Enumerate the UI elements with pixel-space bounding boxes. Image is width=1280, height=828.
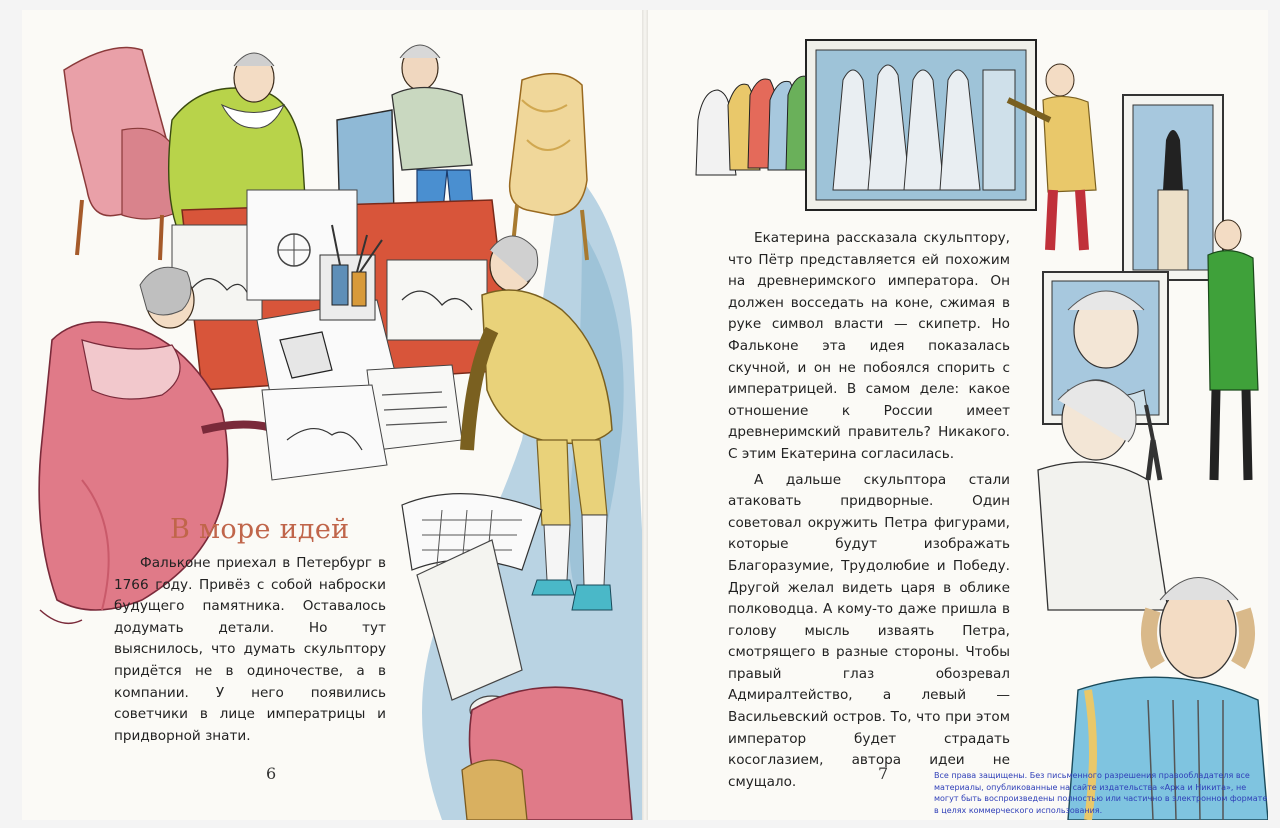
right-page: [648, 10, 1268, 820]
chapter-heading: В море идей: [170, 514, 350, 545]
page-number-left: 6: [266, 764, 277, 783]
page-number-right: 7: [878, 764, 889, 783]
right-paragraph-1: Екатерина рассказала скульптору, что Пётр представляется ей похожим на древнеримского императора. Он должен восседать на коне, сжимая в руке символ власти — скипетр. Но Фальконе эта идея показалась скучной, и он не побоялся спорить с императрицей. В самом деле: какое отношение к России имеет древнеримский правитель? Никакого. С этим Екатерина согласилась.: [728, 230, 1010, 462]
left-text-block: [114, 553, 386, 747]
right-text-block: [728, 228, 1010, 797]
right-paragraph-2: А дальше скульптора стали атаковать придворные. Один советовал окружить Петра фигурами, которые будут изображать Благоразумие, Трудолюбие и Победу. Другой желал видеть царя в облике полководца. А кому-то даже пришла в голову мысль изваять Петра, смотрящего в разные стороны. Чтобы правый глаз обозревал Адмиралтейство, а левый — Васильевский остров. То, что при этом император будет страдать косоглазием, автора идеи не смущало.: [728, 471, 1010, 790]
left-paragraph: Фальконе приехал в Петербург в 1766 году. Привёз с собой наброски будущего памятника. Оставалось додумать детали. Но тут выяснилось, что думать скульптору придётся не в одиночестве, а в компании. У него появились советчики в лице императрицы и придворной знати.: [114, 555, 386, 744]
copyright-watermark: Все права защищены. Без письменного разрешения правообладателя все материалы, опубликованные на сайте издательства «Арка и Никита», не могут быть воспроизведены полностью или частично в электронном формате в целях коммерческого использования.: [934, 771, 1268, 815]
left-page: [22, 10, 642, 820]
